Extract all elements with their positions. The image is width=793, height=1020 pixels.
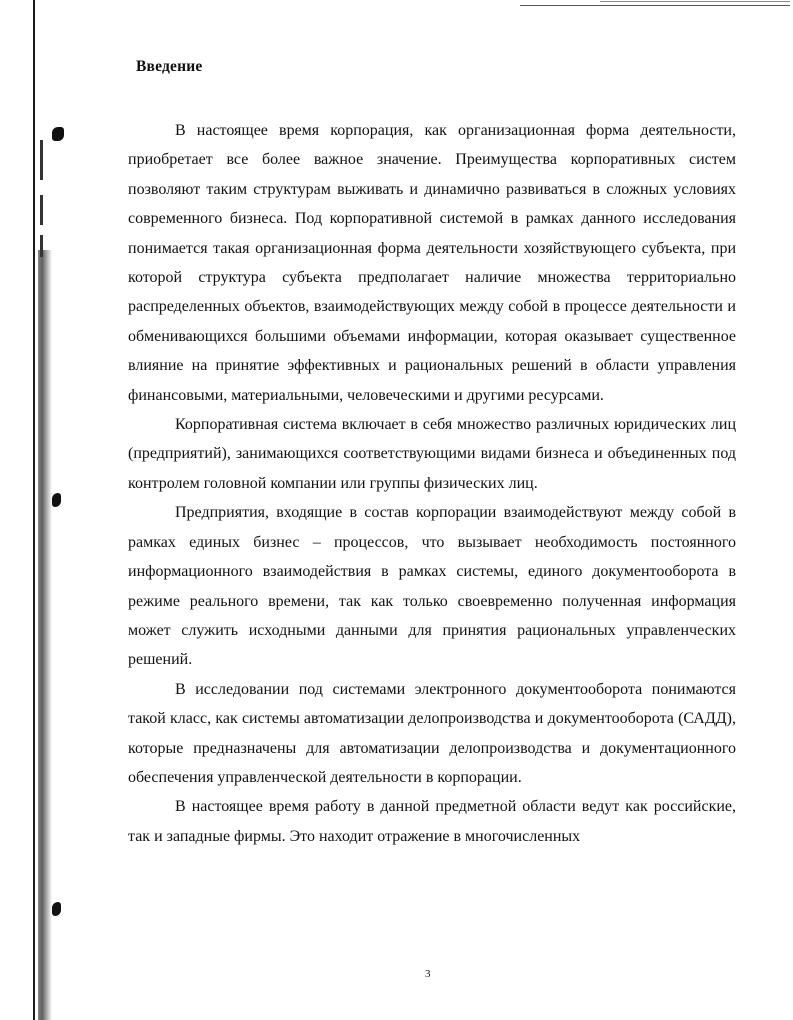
scan-artifact-binding-shadow — [38, 250, 52, 1020]
paragraph: Предприятия, входящие в состав корпорации взаимодействуют между собой в рамках единых бизнес – процессов, что вызывает необходимость постоянного информационного взаимодействия в рамках системы, единого документооборота в режиме реального времени, так как только своевременно полученная информация может служить исходными данными для принятия рациональных управленческих решений. — [128, 504, 736, 669]
scan-artifact-tick — [40, 140, 43, 180]
page-number: 3 — [425, 968, 431, 980]
scan-artifact-left-edge — [33, 0, 35, 1020]
scan-artifact-top-line — [520, 5, 790, 6]
section-heading: Введение — [136, 58, 203, 75]
paragraph: Корпоративная система включает в себя множество различных юридических лиц (предприятий), занимающихся соответствующими видами бизнеса и объединенных под контролем головной компании или группы физических лиц. — [128, 416, 736, 492]
scan-artifact-tick — [40, 195, 43, 225]
paragraph: В исследовании под системами электронного документооборота понимаются такой класс, как системы автоматизации делопроизводства и документооборота (САДД), которые предназначены для автоматизации делопроизводства и документационного обеспечения управленческой деятельности в корпорации. — [128, 680, 736, 786]
paragraph: В настоящее время работу в данной предметной области ведут как российские, так и западные фирмы. Это находит отражение в многочисленных — [128, 798, 736, 845]
punch-hole-mark — [52, 127, 64, 141]
punch-hole-mark — [52, 902, 61, 916]
body-text — [128, 116, 736, 851]
punch-hole-mark — [52, 493, 61, 507]
scan-artifact-top-line — [600, 1, 790, 2]
scan-artifact-tick — [40, 235, 43, 257]
paragraph: В настоящее время корпорация, как организационная форма деятельности, приобретает все более важное значение. Преимущества корпоративных систем позволяют таким структурам выживать и динамично развиваться в сложных условиях современного бизнеса. Под корпоративной системой в рамках данного исследования понимается такая организационная форма деятельности хозяйствующего субъекта, при которой структура субъекта предполагает наличие множества территориально распределенных объектов, взаимодействующих между собой в процессе деятельности и обменивающихся большими объемами информации, которая оказывает существенное влияние на принятие эффективных и рациональных решений в области управления финансовыми, материальными, человеческими и другими ресурсами. — [128, 122, 736, 404]
